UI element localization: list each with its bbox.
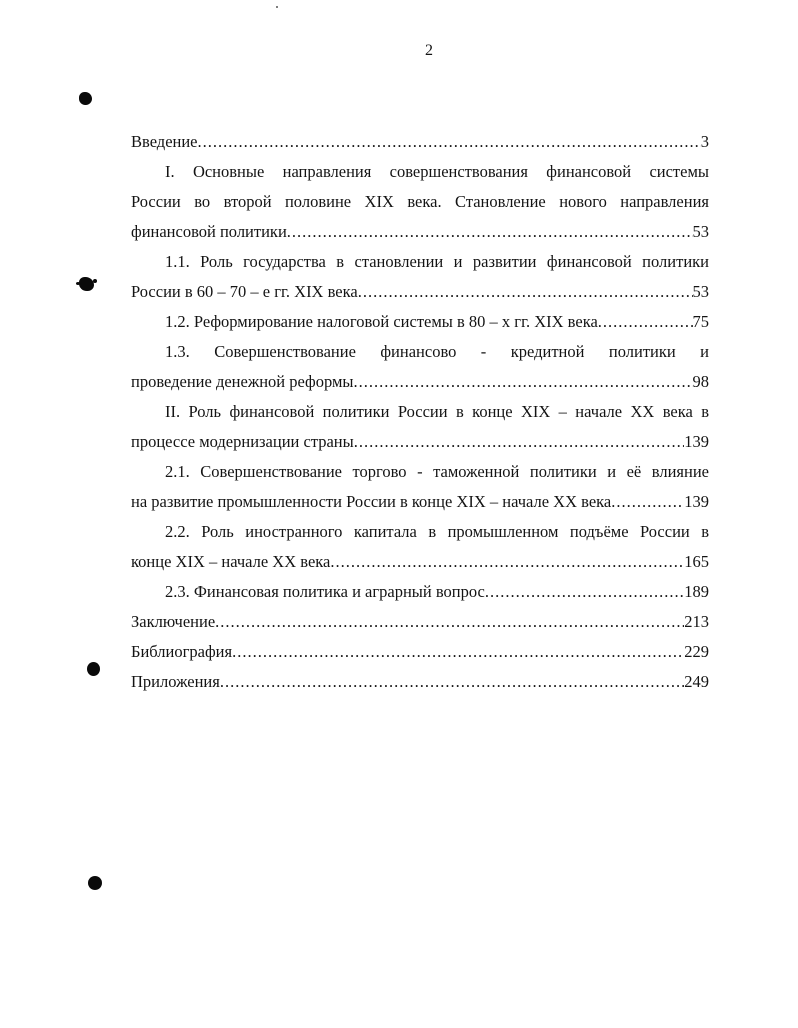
toc-entry-page: 3 — [700, 132, 709, 151]
dot-leader — [354, 367, 693, 397]
dot-leader — [220, 667, 684, 697]
toc-entry-label: Введение — [131, 132, 198, 151]
toc-entry-section-1-1-line: 1.1. Роль государства в становлении и развитии финансовой политики — [165, 252, 709, 271]
toc-entry-section-1-3-line: 1.3. Совершенствование финансово - кредитной политики и — [165, 342, 709, 361]
toc-entry-page: 229 — [684, 642, 709, 661]
dot-leader — [215, 607, 684, 637]
toc-entry-label: финансовой политики — [131, 222, 287, 241]
toc-entry-chapter-2-line: II. Роль финансовой политики России в конце XIX – начале XX века в — [165, 402, 709, 421]
toc-entry-section-2-2-line: 2.2. Роль иностранного капитала в промышленном подъёме России в — [165, 522, 709, 541]
scan-speck — [276, 6, 278, 8]
toc-entry-page: 139 — [684, 432, 709, 451]
toc-entry-page: 53 — [692, 222, 709, 241]
punch-hole-mark — [79, 92, 92, 105]
punch-hole-mark — [87, 662, 100, 676]
toc-entry-label: Приложения — [131, 672, 220, 691]
toc-entry-section-2-2 — [131, 547, 709, 577]
toc-entry-introduction — [131, 127, 709, 157]
toc-entry-label: конце XIX – начале XX века — [131, 552, 331, 571]
toc-entry-page: 53 — [692, 282, 709, 301]
dot-leader — [330, 547, 684, 577]
toc-entry-section-1-1 — [131, 277, 709, 307]
toc-entry-label: 1.2. Реформирование налоговой системы в 80 – х гг. XIX века — [165, 312, 598, 331]
dot-leader — [358, 277, 693, 307]
toc-entry-section-1-3 — [131, 367, 709, 397]
toc-entry-label: Библиография — [131, 642, 233, 661]
toc-entry-chapter-1-line: России во второй половине XIX века. Становление нового направления — [131, 192, 709, 211]
toc-entry-page: 249 — [684, 672, 709, 691]
toc-entry-appendices — [131, 667, 709, 697]
toc-entry-page: 98 — [692, 372, 709, 391]
toc-entry-label: процессе модернизации страны — [131, 432, 354, 451]
toc-entry-section-2-1 — [131, 487, 709, 517]
toc-entry-page: 165 — [684, 552, 709, 571]
table-of-contents — [131, 127, 709, 697]
toc-entry-page: 213 — [684, 612, 709, 631]
toc-entry-label: на развитие промышленности России в конце XIX – начале XX века — [131, 492, 612, 511]
dot-leader — [198, 127, 701, 157]
dot-leader — [287, 217, 693, 247]
dot-leader — [598, 307, 693, 337]
toc-entry-label: 2.3. Финансовая политика и аграрный вопрос — [165, 582, 485, 601]
dot-leader — [485, 577, 684, 607]
dot-leader — [611, 487, 684, 517]
toc-entry-section-2-1-line: 2.1. Совершенствование торгово - таможенной политики и её влияние — [165, 462, 709, 481]
toc-entry-label: проведение денежной реформы — [131, 372, 354, 391]
toc-entry-chapter-1-line: I. Основные направления совершенствования финансовой системы — [165, 162, 709, 181]
toc-entry-label: Заключение — [131, 612, 216, 631]
toc-entry-page: 139 — [684, 492, 709, 511]
punch-hole-mark — [79, 277, 94, 291]
dot-leader — [232, 637, 684, 667]
dot-leader — [354, 427, 685, 457]
toc-entry-page: 75 — [692, 312, 709, 331]
toc-entry-chapter-2 — [131, 427, 709, 457]
toc-entry-section-1-2 — [131, 307, 709, 337]
toc-entry-section-2-3 — [131, 577, 709, 607]
toc-entry-label: России в 60 – 70 – е гг. XIX века — [131, 282, 358, 301]
toc-entry-chapter-1 — [131, 217, 709, 247]
toc-entry-conclusion — [131, 607, 709, 637]
toc-entry-page: 189 — [684, 582, 709, 601]
toc-entry-bibliography — [131, 637, 709, 667]
punch-hole-mark — [88, 876, 102, 890]
page-number: 2 — [425, 42, 433, 59]
